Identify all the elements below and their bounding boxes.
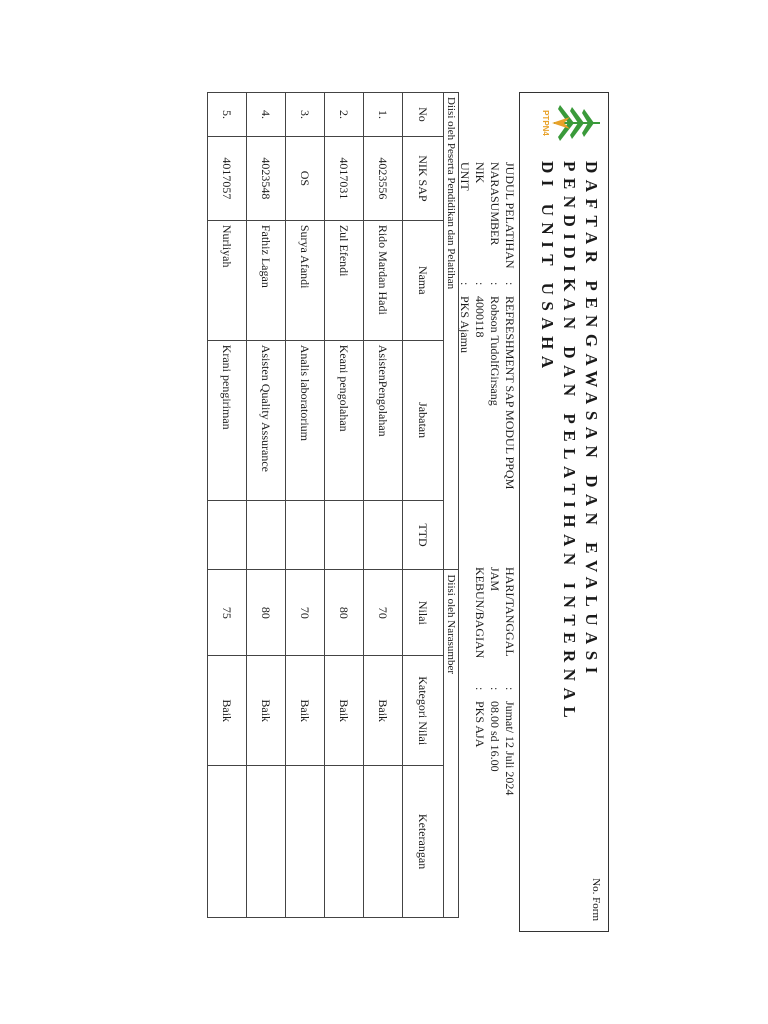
cell-keterangan <box>286 766 325 918</box>
form-title <box>536 161 602 781</box>
cell-nik: 4023556 <box>364 136 403 220</box>
cell-no: 2. <box>325 93 364 137</box>
col-header-jabatan: Jabatan <box>403 340 444 500</box>
cell-nama: Nurliyah <box>208 220 247 340</box>
cell-ttd <box>247 500 286 570</box>
cell-nilai: 80 <box>325 570 364 656</box>
participants-table-wrap <box>207 92 459 932</box>
title-line-3: DI UNIT USAHA <box>538 161 557 375</box>
col-header-ttd: TTD <box>403 500 444 570</box>
table-row <box>286 93 325 918</box>
info-time: JAM:08.00 sd 16.00 <box>488 567 502 772</box>
cell-no: 5. <box>208 93 247 137</box>
cell-keterangan <box>208 766 247 918</box>
info-training-title: JUDUL PELATIHAN:REFRESHMENT SAP MODUL PPQM <box>503 162 517 490</box>
table-row <box>364 93 403 918</box>
col-header-nilai: Nilai <box>403 570 444 656</box>
col-header-nama: Nama <box>403 220 444 340</box>
training-evaluation-form <box>159 92 609 932</box>
cell-jabatan: Krani pengiriman <box>208 340 247 500</box>
group-participant-label: Diisi oleh Peserta Pendidikan dan Pelatihan <box>444 93 459 570</box>
col-header-no: No <box>403 93 444 137</box>
table-header-row <box>403 93 444 918</box>
cell-kategori: Baik <box>247 656 286 766</box>
cell-kategori: Baik <box>286 656 325 766</box>
cell-nik: 4023548 <box>247 136 286 220</box>
info-estate: KEBUN/BAGIAN:PKS AJA <box>473 567 487 748</box>
form-header <box>519 92 609 932</box>
table-row <box>208 93 247 918</box>
cell-keterangan <box>247 766 286 918</box>
cell-jabatan: Keani pengolahan <box>325 340 364 500</box>
training-info-right <box>472 567 517 867</box>
cell-nik: OS <box>286 136 325 220</box>
cell-ttd <box>325 500 364 570</box>
table-group-row <box>444 93 459 918</box>
col-header-nik: NIK SAP <box>403 136 444 220</box>
table-row <box>325 93 364 918</box>
ptpn4-logo-icon <box>546 99 604 147</box>
cell-no: 3. <box>286 93 325 137</box>
cell-nama: Fathiz Lagan <box>247 220 286 340</box>
training-info-left <box>457 162 517 522</box>
col-header-keterangan: Keterangan <box>403 766 444 918</box>
cell-keterangan <box>325 766 364 918</box>
cell-nilai: 80 <box>247 570 286 656</box>
table-row <box>247 93 286 918</box>
title-line-1: DAFTAR PENGAWASAN DAN EVALUASI <box>582 161 601 680</box>
cell-nama: Zul Efendi <box>325 220 364 340</box>
logo-text: PTPN4 <box>541 110 550 136</box>
info-speaker: NARASUMBER:Robson TudolfGirsang <box>488 162 502 406</box>
participants-table <box>207 92 459 918</box>
cell-jabatan: AsistenPengolahan <box>364 340 403 500</box>
cell-ttd <box>208 500 247 570</box>
col-header-kategori: Kategori Nilai <box>403 656 444 766</box>
cell-nik: 4017031 <box>325 136 364 220</box>
cell-jabatan: Analis laboratorium <box>286 340 325 500</box>
cell-nilai: 70 <box>364 570 403 656</box>
cell-keterangan <box>364 766 403 918</box>
cell-kategori: Baik <box>325 656 364 766</box>
cell-nama: Rido Mardan Hadi <box>364 220 403 340</box>
title-line-2: PENDIDIKAN DAN PELATIHAN INTERNAL <box>560 161 579 725</box>
cell-nama: Surya Afandi <box>286 220 325 340</box>
cell-nik: 4017057 <box>208 136 247 220</box>
info-unit: UNIT:PKS Ajamu <box>458 162 472 354</box>
cell-nilai: 70 <box>286 570 325 656</box>
cell-kategori: Baik <box>208 656 247 766</box>
cell-ttd <box>286 500 325 570</box>
cell-ttd <box>364 500 403 570</box>
group-speaker-label: Diisi oleh Narasumber <box>444 570 459 918</box>
cell-no: 4. <box>247 93 286 137</box>
cell-nilai: 75 <box>208 570 247 656</box>
cell-no: 1. <box>364 93 403 137</box>
form-number-label: No. Form <box>590 878 602 921</box>
cell-kategori: Baik <box>364 656 403 766</box>
cell-jabatan: Asisten Quality Assurance <box>247 340 286 500</box>
info-nik: NIK:4000118 <box>473 162 487 338</box>
info-date: HARI/TANGGAL:Jumat/ 12 Juli 2024 <box>503 567 517 796</box>
